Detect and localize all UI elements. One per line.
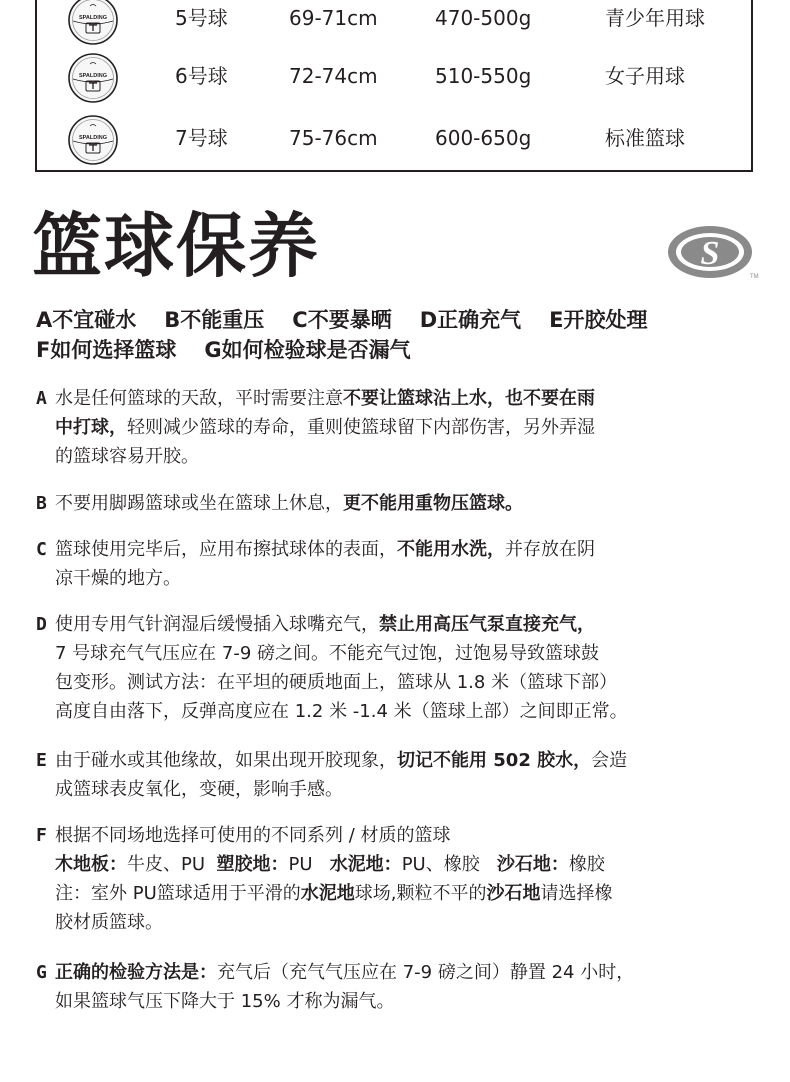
item-letter: G bbox=[36, 962, 47, 983]
svg-text:SPALDING: SPALDING bbox=[78, 135, 108, 141]
svg-text:SPALDING: SPALDING bbox=[78, 15, 108, 21]
item-letter: E bbox=[36, 750, 47, 771]
size-table bbox=[35, 0, 753, 172]
care-item-f: F 根据不同场地选择可使用的不同系列 / 材质的篮球 木地板：牛皮、PU 塑胶地：PU 水泥地：PU、橡胶 沙石地：橡胶 注：室外 PU篮球适用于平滑的水泥地球场,颗粒不平的沙石地请选择橡 胶材质篮球。 bbox=[36, 821, 766, 937]
index-item-a: A不宜碰水 bbox=[36, 308, 137, 332]
index-item-c: C不要暴晒 bbox=[292, 308, 392, 332]
size-weight: 600-650g bbox=[435, 126, 532, 150]
size-row bbox=[37, 0, 751, 52]
care-item-e: E 由于碰水或其他缘故，如果出现开胶现象，切记不能用 502 胶水，会造 成篮球表皮氧化，变硬，影响手感。 bbox=[36, 746, 766, 804]
size-use: 青少年用球 bbox=[605, 6, 705, 30]
size-use: 标准篮球 bbox=[605, 126, 685, 150]
index-item-d: D正确充气 bbox=[419, 308, 522, 332]
size-use: 女子用球 bbox=[605, 64, 685, 88]
index-item-e: E开胶处理 bbox=[549, 308, 648, 332]
item-letter: C bbox=[36, 539, 47, 560]
index-line bbox=[36, 335, 766, 365]
index-line bbox=[36, 305, 766, 335]
item-letter: A bbox=[36, 388, 47, 409]
size-circumference: 75-76cm bbox=[289, 126, 378, 150]
size-name: 5号球 bbox=[175, 6, 228, 30]
size-circumference: 69-71cm bbox=[289, 6, 378, 30]
index-item-g: G如何检验球是否漏气 bbox=[204, 338, 411, 362]
care-item-b: B 不要用脚踢篮球或坐在篮球上休息，更不能用重物压篮球。 bbox=[36, 489, 766, 518]
item-letter: B bbox=[36, 493, 47, 514]
size-weight: 470-500g bbox=[435, 6, 532, 30]
spalding-logo-icon bbox=[664, 220, 760, 284]
size-name: 6号球 bbox=[175, 64, 228, 88]
svg-text:TM: TM bbox=[750, 274, 759, 280]
item-letter: D bbox=[36, 614, 47, 635]
index-item-b: B不能重压 bbox=[164, 308, 265, 332]
size-row bbox=[37, 50, 751, 110]
size-circumference: 72-74cm bbox=[289, 64, 378, 88]
care-item-g: G 正确的检验方法是：充气后（充气气压应在 7-9 磅之间）静置 24 小时， 如果篮球气压下降大于 15% 才称为漏气。 bbox=[36, 958, 766, 1016]
page-title: 篮球保养 bbox=[32, 205, 320, 287]
care-item-a: A 水是任何篮球的天敌，平时需要注意不要让篮球沾上水，也不要在雨 中打球，轻则减少篮球的寿命，重则使篮球留下内部伤害，另外弄湿 的篮球容易开胶。 bbox=[36, 384, 766, 471]
item-letter: F bbox=[36, 825, 47, 846]
topic-index bbox=[36, 305, 766, 365]
basketball-icon bbox=[67, 0, 119, 46]
basketball-icon bbox=[67, 52, 119, 104]
size-name: 7号球 bbox=[175, 126, 228, 150]
care-item-c: C 篮球使用完毕后，应用布擦拭球体的表面，不能用水洗，并存放在阴 凉干燥的地方。 bbox=[36, 535, 766, 593]
size-weight: 510-550g bbox=[435, 64, 532, 88]
svg-text:SPALDING: SPALDING bbox=[78, 73, 108, 79]
svg-text:S: S bbox=[700, 235, 720, 272]
index-item-f: F如何选择篮球 bbox=[36, 338, 177, 362]
basketball-icon bbox=[67, 114, 119, 166]
size-row bbox=[37, 112, 751, 172]
care-item-d: D 使用专用气针润湿后缓慢插入球嘴充气，禁止用高压气泵直接充气， 7 号球充气气压应在 7-9 磅之间。不能充气过饱，过饱易导致篮球鼓 包变形。测试方法：在平坦的硬质地面上，篮球从 1.8 米（篮球下部） 高度自由落下，反弹高度应在 1.2 米 -1.4 米（篮球上部）之间即正常。 bbox=[36, 610, 766, 726]
